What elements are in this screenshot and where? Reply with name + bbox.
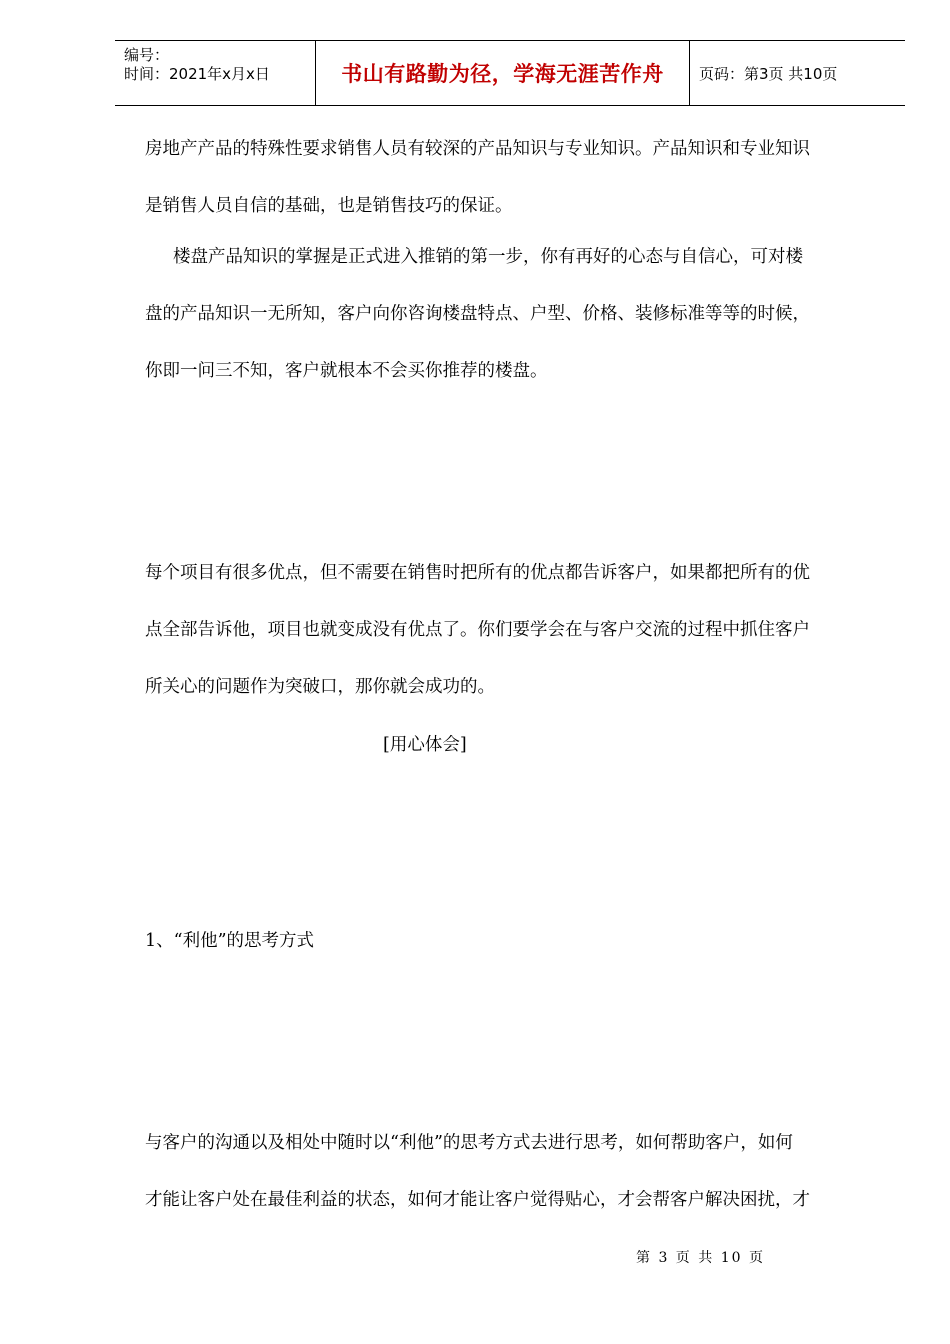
text-line: 楼盘产品知识的掌握是正式进入推销的第一步，你有再好的心态与自信心，可对楼	[173, 247, 803, 267]
section-heading-text: 1、“利他”的思考方式	[145, 931, 315, 951]
header-meta-cell	[115, 41, 316, 105]
text-line: 盘的产品知识一无所知，客户向你咨询楼盘特点、户型、价格、装修标准等等的时候，	[145, 304, 810, 324]
page-footer: 第 3 页 共 10 页	[636, 1250, 765, 1266]
text-line: 所关心的问题作为突破口，那你就会成功的。	[145, 677, 495, 697]
text-line: 房地产产品的特殊性要求销售人员有较深的产品知识与专业知识。产品知识和专业知识	[145, 139, 810, 159]
paragraph-product-knowledge	[145, 121, 875, 235]
header-page-cell	[690, 41, 905, 105]
document-time-label: 时间：2021年x月x日	[124, 65, 270, 83]
center-note: [用心体会]	[383, 735, 467, 755]
text-line: 你即一问三不知，客户就根本不会买你推荐的楼盘。	[145, 361, 548, 381]
document-number-label: 编号：	[124, 46, 170, 64]
paragraph-property-knowledge	[145, 229, 875, 400]
text-line: 与客户的沟通以及相处中随时以“利他”的思考方式去进行思考，如何帮助客户，如何	[145, 1133, 793, 1153]
text-line: 是销售人员自信的基础，也是销售技巧的保证。	[145, 196, 513, 216]
page-header	[115, 40, 905, 106]
header-motto: 书山有路勤为径，学海无涯苦作舟	[341, 62, 664, 86]
header-page-info: 页码：第3页 共10页	[699, 64, 838, 83]
section-heading	[145, 913, 875, 970]
text-line: 点全部告诉他，项目也就变成没有优点了。你们要学会在与客户交流的过程中抓住客户	[145, 620, 810, 640]
text-line: 才能让客户处在最佳利益的状态，如何才能让客户觉得贴心，才会帮客户解决困扰，才	[145, 1190, 810, 1210]
paragraph-altruistic-thinking	[145, 1115, 875, 1229]
header-motto-cell	[316, 41, 690, 105]
paragraph-project-advantages	[145, 545, 875, 716]
text-line: 每个项目有很多优点，但不需要在销售时把所有的优点都告诉客户，如果都把所有的优	[145, 563, 810, 583]
